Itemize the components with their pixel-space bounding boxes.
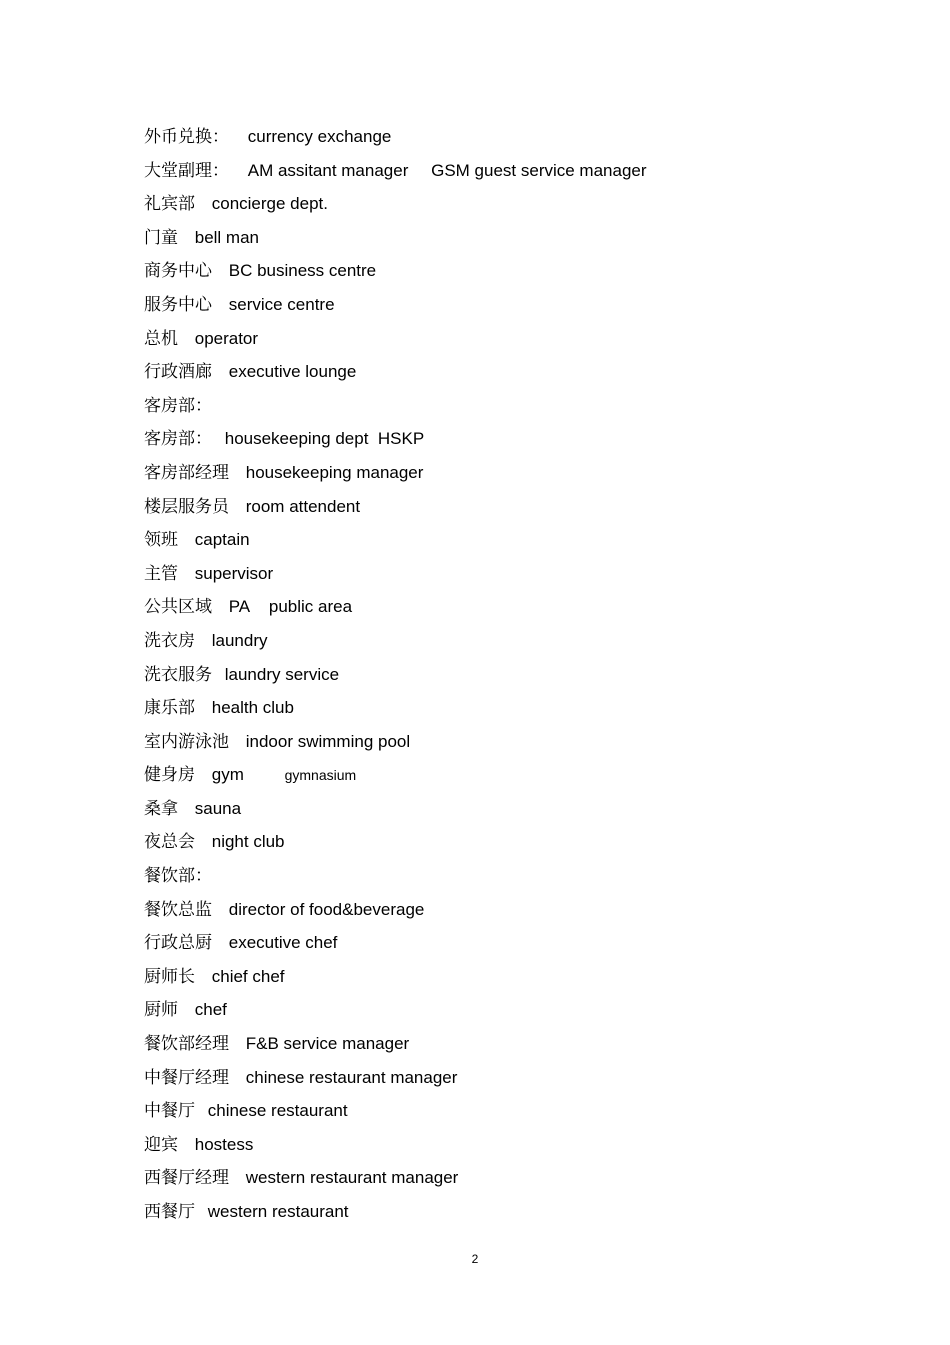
english-term: western restaurant manager bbox=[245, 1168, 459, 1188]
english-term: executive lounge bbox=[228, 362, 357, 382]
chinese-term: 大堂副理： bbox=[144, 160, 229, 181]
list-item bbox=[144, 1065, 864, 1099]
list-item bbox=[144, 594, 864, 628]
list-item bbox=[144, 158, 864, 192]
english-term-alt: GSM guest service manager bbox=[431, 160, 647, 180]
english-term: room attendent bbox=[245, 496, 361, 516]
english-term: PA bbox=[228, 597, 251, 617]
chinese-term: 室内游泳池 bbox=[144, 731, 229, 752]
chinese-term: 中餐厅 bbox=[144, 1101, 195, 1122]
english-term: laundry bbox=[211, 630, 268, 650]
list-item bbox=[144, 628, 864, 662]
chinese-term: 餐饮部： bbox=[144, 866, 212, 887]
chinese-term: 西餐厅经理 bbox=[144, 1168, 229, 1189]
chinese-term: 门童 bbox=[144, 227, 178, 248]
chinese-term: 厨师 bbox=[144, 1000, 178, 1021]
chinese-term: 洗衣服务 bbox=[144, 664, 212, 685]
english-term: chief chef bbox=[211, 966, 285, 986]
english-term: chinese restaurant bbox=[207, 1101, 348, 1121]
section-heading bbox=[144, 393, 864, 427]
list-item bbox=[144, 292, 864, 326]
chinese-term: 商务中心 bbox=[144, 261, 212, 282]
english-term: bell man bbox=[194, 227, 259, 247]
list-item bbox=[144, 460, 864, 494]
chinese-term: 领班 bbox=[144, 530, 178, 551]
list-item bbox=[144, 1132, 864, 1166]
list-item bbox=[144, 1031, 864, 1065]
chinese-term: 主管 bbox=[144, 563, 178, 584]
list-item bbox=[144, 829, 864, 863]
list-item bbox=[144, 124, 864, 158]
chinese-term: 夜总会 bbox=[144, 832, 195, 853]
chinese-term: 楼层服务员 bbox=[144, 496, 229, 517]
english-term: operator bbox=[194, 328, 259, 348]
english-term: F&B service manager bbox=[245, 1034, 410, 1054]
chinese-term: 桑拿 bbox=[144, 798, 178, 819]
list-item bbox=[144, 729, 864, 763]
list-item bbox=[144, 762, 864, 796]
chinese-term: 服务中心 bbox=[144, 294, 212, 315]
vocabulary-list bbox=[144, 124, 864, 1233]
english-term-alt: gymnasium bbox=[284, 767, 357, 784]
chinese-term: 外币兑换： bbox=[144, 127, 229, 147]
list-item bbox=[144, 225, 864, 259]
chinese-term: 客房部： bbox=[144, 429, 212, 450]
english-term: service centre bbox=[228, 294, 335, 314]
chinese-term: 迎宾 bbox=[144, 1134, 178, 1155]
chinese-term: 中餐厅经理 bbox=[144, 1067, 229, 1088]
chinese-term: 礼宾部 bbox=[144, 194, 195, 215]
english-term: western restaurant bbox=[207, 1202, 349, 1221]
chinese-term: 总机 bbox=[144, 328, 178, 349]
english-term-alt: public area bbox=[268, 597, 353, 617]
list-item bbox=[144, 930, 864, 964]
list-item bbox=[144, 561, 864, 595]
list-item bbox=[144, 897, 864, 931]
chinese-term: 餐饮总监 bbox=[144, 899, 212, 920]
english-term: health club bbox=[211, 698, 294, 718]
list-item bbox=[144, 426, 864, 460]
list-item bbox=[144, 326, 864, 360]
chinese-term: 客房部： bbox=[144, 395, 212, 416]
english-term: hostess bbox=[194, 1134, 254, 1154]
chinese-term: 公共区域 bbox=[144, 597, 212, 618]
list-item bbox=[144, 997, 864, 1031]
list-item bbox=[144, 1098, 864, 1132]
english-term: housekeeping dept HSKP bbox=[224, 429, 425, 449]
chinese-term: 康乐部 bbox=[144, 698, 195, 719]
english-term: sauna bbox=[194, 798, 242, 818]
list-item bbox=[144, 191, 864, 225]
chinese-term: 厨师长 bbox=[144, 966, 195, 987]
chinese-term: 健身房 bbox=[144, 765, 195, 786]
english-term: indoor swimming pool bbox=[245, 731, 411, 751]
list-item bbox=[144, 662, 864, 696]
chinese-term: 客房部经理 bbox=[144, 462, 229, 483]
english-term: concierge dept. bbox=[211, 194, 328, 214]
list-item bbox=[144, 359, 864, 393]
english-term: chef bbox=[194, 1000, 227, 1020]
chinese-term: 西餐厅 bbox=[144, 1202, 195, 1222]
list-item bbox=[144, 964, 864, 998]
chinese-term: 行政总厨 bbox=[144, 933, 212, 954]
english-term: executive chef bbox=[228, 933, 338, 953]
english-term: captain bbox=[194, 530, 250, 550]
english-term: supervisor bbox=[194, 563, 274, 583]
english-term: gym bbox=[211, 765, 244, 785]
list-item bbox=[144, 258, 864, 292]
english-term: BC business centre bbox=[228, 261, 377, 281]
list-item bbox=[144, 695, 864, 729]
chinese-term: 餐饮部经理 bbox=[144, 1034, 229, 1055]
list-item bbox=[144, 527, 864, 561]
english-term: night club bbox=[211, 832, 285, 852]
list-item bbox=[144, 796, 864, 830]
page-number: 2 bbox=[471, 1252, 479, 1266]
chinese-term: 洗衣房 bbox=[144, 630, 195, 651]
chinese-term: 行政酒廊 bbox=[144, 362, 212, 383]
english-term: chinese restaurant manager bbox=[245, 1067, 458, 1087]
list-item bbox=[144, 494, 864, 528]
list-item bbox=[144, 1165, 864, 1199]
english-term: AM assitant manager bbox=[247, 160, 409, 180]
english-term: currency exchange bbox=[247, 127, 392, 146]
english-term: laundry service bbox=[224, 664, 340, 684]
section-heading bbox=[144, 863, 864, 897]
english-term: director of food&beverage bbox=[228, 899, 425, 919]
english-term: housekeeping manager bbox=[245, 462, 424, 482]
list-item bbox=[144, 1199, 864, 1233]
